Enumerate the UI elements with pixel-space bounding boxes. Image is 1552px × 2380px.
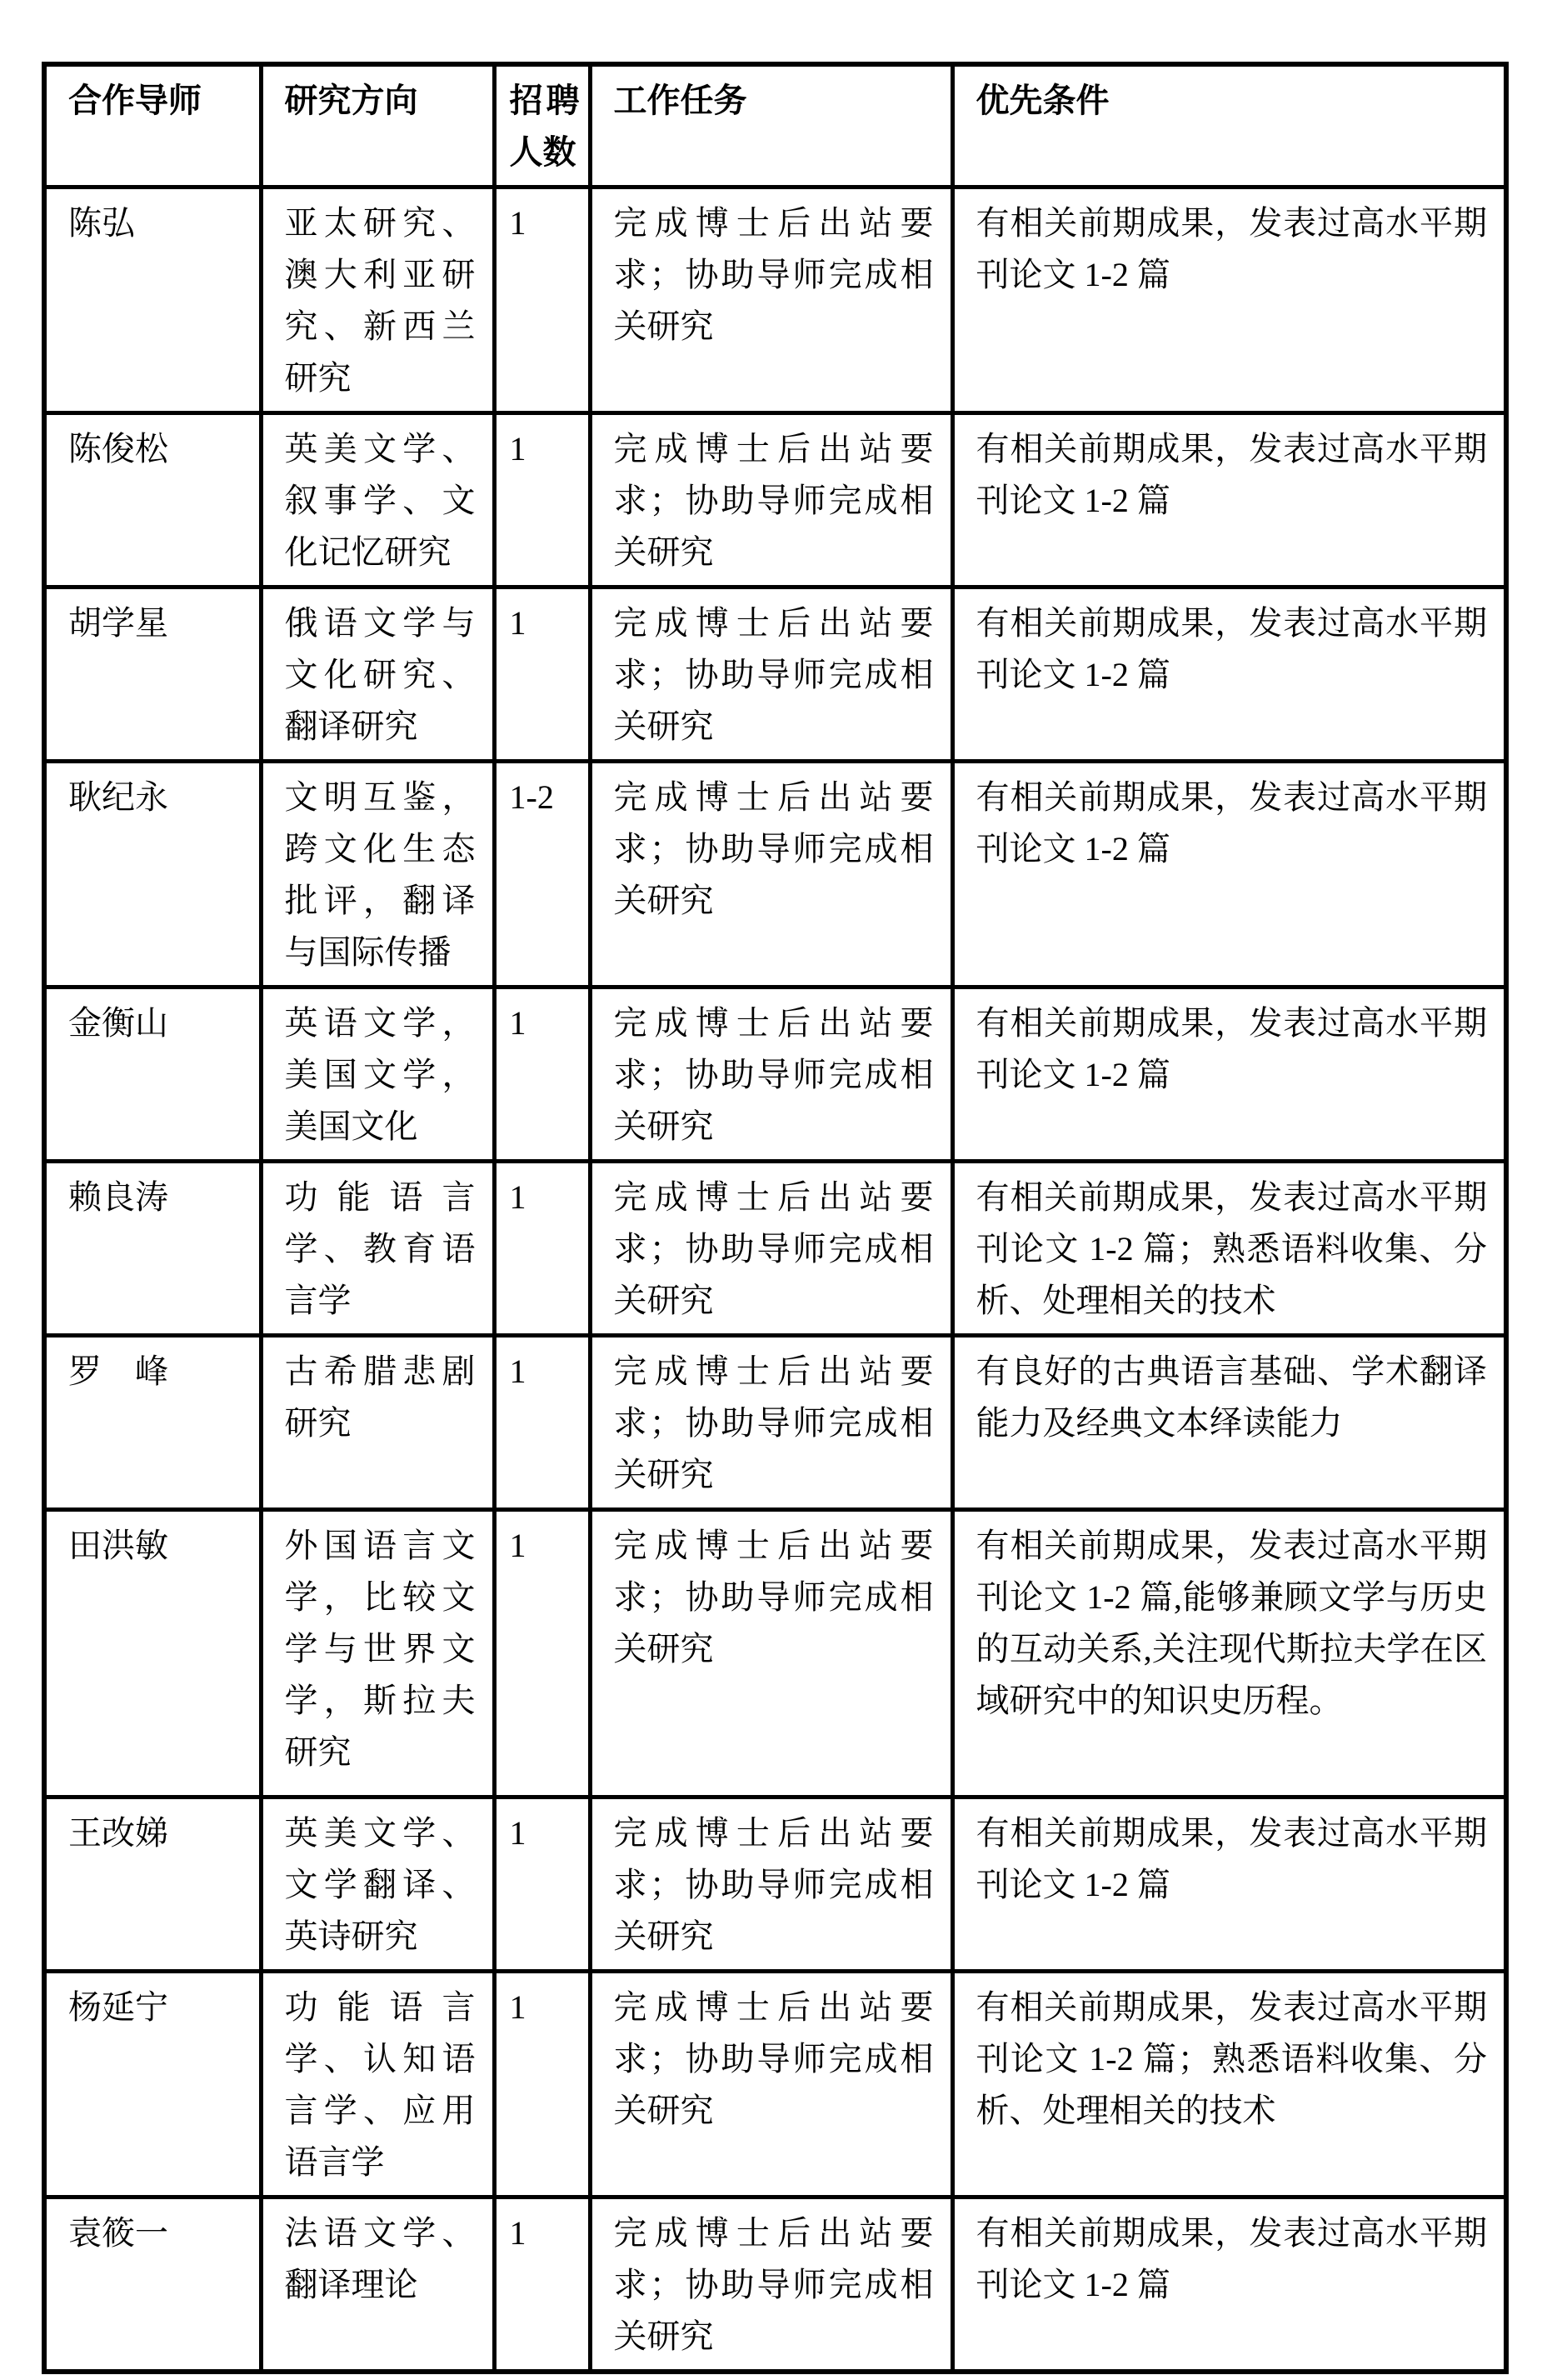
table-row bbox=[44, 1972, 1506, 2198]
cell-work-task: 完成博士后出站要求；协助导师完成相关研究 bbox=[590, 588, 952, 762]
table-row bbox=[44, 588, 1506, 762]
cell-supervisor-name: 金衡山 bbox=[44, 988, 261, 1162]
cell-work-task: 完成博士后出站要求；协助导师完成相关研究 bbox=[590, 1972, 952, 2198]
cell-recruit-count: 1 bbox=[494, 413, 590, 588]
header-cell-task: 工作任务 bbox=[590, 64, 952, 188]
cell-research-direction: 俄语文学与文化研究、翻译研究 bbox=[261, 588, 494, 762]
cell-recruit-count: 1 bbox=[494, 1798, 590, 1972]
cell-recruit-count: 1-2 bbox=[494, 762, 590, 988]
cell-research-direction: 英语文学，美国文学，美国文化 bbox=[261, 988, 494, 1162]
cell-work-task: 完成博士后出站要求；协助导师完成相关研究 bbox=[590, 1162, 952, 1336]
table-row bbox=[44, 988, 1506, 1162]
cell-work-task: 完成博士后出站要求；协助导师完成相关研究 bbox=[590, 1510, 952, 1798]
cell-supervisor-name: 赖良涛 bbox=[44, 1162, 261, 1336]
table-row bbox=[44, 1798, 1506, 1972]
table-header bbox=[44, 64, 1506, 188]
cell-priority-condition: 有相关前期成果，发表过高水平期刊论文 1-2 篇 bbox=[952, 1798, 1506, 1972]
table-row bbox=[44, 2198, 1506, 2372]
table-row bbox=[44, 1510, 1506, 1798]
cell-recruit-count: 1 bbox=[494, 988, 590, 1162]
table-body bbox=[44, 188, 1506, 2372]
cell-recruit-count: 1 bbox=[494, 1336, 590, 1510]
cell-supervisor-name: 杨延宁 bbox=[44, 1972, 261, 2198]
cell-work-task: 完成博士后出站要求；协助导师完成相关研究 bbox=[590, 1798, 952, 1972]
cell-work-task: 完成博士后出站要求；协助导师完成相关研究 bbox=[590, 1336, 952, 1510]
cell-priority-condition: 有相关前期成果，发表过高水平期刊论文 1-2 篇 bbox=[952, 988, 1506, 1162]
cell-research-direction: 文明互鉴，跨文化生态批评，翻译与国际传播 bbox=[261, 762, 494, 988]
cell-priority-condition: 有相关前期成果，发表过高水平期刊论文 1-2 篇 bbox=[952, 762, 1506, 988]
cell-work-task: 完成博士后出站要求；协助导师完成相关研究 bbox=[590, 762, 952, 988]
cell-work-task: 完成博士后出站要求；协助导师完成相关研究 bbox=[590, 188, 952, 413]
cell-research-direction: 法语文学、翻译理论 bbox=[261, 2198, 494, 2372]
cell-supervisor-name: 陈俊松 bbox=[44, 413, 261, 588]
cell-work-task: 完成博士后出站要求；协助导师完成相关研究 bbox=[590, 988, 952, 1162]
cell-priority-condition: 有相关前期成果，发表过高水平期刊论文 1-2 篇 bbox=[952, 588, 1506, 762]
cell-recruit-count: 1 bbox=[494, 2198, 590, 2372]
cell-recruit-count: 1 bbox=[494, 1510, 590, 1798]
cell-research-direction: 英美文学、文学翻译、英诗研究 bbox=[261, 1798, 494, 1972]
cell-supervisor-name: 胡学星 bbox=[44, 588, 261, 762]
header-row bbox=[44, 64, 1506, 188]
cell-priority-condition: 有相关前期成果，发表过高水平期刊论文 1-2 篇；熟悉语料收集、分析、处理相关的技术 bbox=[952, 1162, 1506, 1336]
header-cell-count: 招聘人数 bbox=[494, 64, 590, 188]
cell-supervisor-name: 田洪敏 bbox=[44, 1510, 261, 1798]
cell-supervisor-name: 罗 峰 bbox=[44, 1336, 261, 1510]
cell-research-direction: 古希腊悲剧研究 bbox=[261, 1336, 494, 1510]
cell-supervisor-name: 王改娣 bbox=[44, 1798, 261, 1972]
cell-research-direction: 英美文学、叙事学、文化记忆研究 bbox=[261, 413, 494, 588]
cell-research-direction: 功能语言学、教育语言学 bbox=[261, 1162, 494, 1336]
cell-priority-condition: 有相关前期成果，发表过高水平期刊论文 1-2 篇；熟悉语料收集、分析、处理相关的技术 bbox=[952, 1972, 1506, 2198]
cell-research-direction: 功能语言学、认知语言学、应用语言学 bbox=[261, 1972, 494, 2198]
cell-recruit-count: 1 bbox=[494, 188, 590, 413]
table-row bbox=[44, 1162, 1506, 1336]
header-cell-priority: 优先条件 bbox=[952, 64, 1506, 188]
cell-recruit-count: 1 bbox=[494, 1162, 590, 1336]
cell-work-task: 完成博士后出站要求；协助导师完成相关研究 bbox=[590, 2198, 952, 2372]
table-row bbox=[44, 762, 1506, 988]
cell-priority-condition: 有相关前期成果，发表过高水平期刊论文 1-2 篇 bbox=[952, 2198, 1506, 2372]
header-cell-direction: 研究方向 bbox=[261, 64, 494, 188]
table-row bbox=[44, 188, 1506, 413]
cell-supervisor-name: 袁筱一 bbox=[44, 2198, 261, 2372]
cell-recruit-count: 1 bbox=[494, 588, 590, 762]
cell-research-direction: 外国语言文学，比较文学与世界文学，斯拉夫研究 bbox=[261, 1510, 494, 1798]
cell-priority-condition: 有相关前期成果，发表过高水平期刊论文 1-2 篇 bbox=[952, 188, 1506, 413]
recruitment-table bbox=[42, 62, 1509, 2374]
table-row bbox=[44, 413, 1506, 588]
cell-research-direction: 亚太研究、澳大利亚研究、新西兰研究 bbox=[261, 188, 494, 413]
cell-work-task: 完成博士后出站要求；协助导师完成相关研究 bbox=[590, 413, 952, 588]
cell-supervisor-name: 陈弘 bbox=[44, 188, 261, 413]
cell-priority-condition: 有相关前期成果，发表过高水平期刊论文 1-2 篇,能够兼顾文学与历史的互动关系,关注现代斯拉夫学在区域研究中的知识史历程。 bbox=[952, 1510, 1506, 1798]
cell-priority-condition: 有良好的古典语言基础、学术翻译能力及经典文本绎读能力 bbox=[952, 1336, 1506, 1510]
header-cell-supervisor: 合作导师 bbox=[44, 64, 261, 188]
cell-supervisor-name: 耿纪永 bbox=[44, 762, 261, 988]
cell-recruit-count: 1 bbox=[494, 1972, 590, 2198]
cell-priority-condition: 有相关前期成果，发表过高水平期刊论文 1-2 篇 bbox=[952, 413, 1506, 588]
table-row bbox=[44, 1336, 1506, 1510]
